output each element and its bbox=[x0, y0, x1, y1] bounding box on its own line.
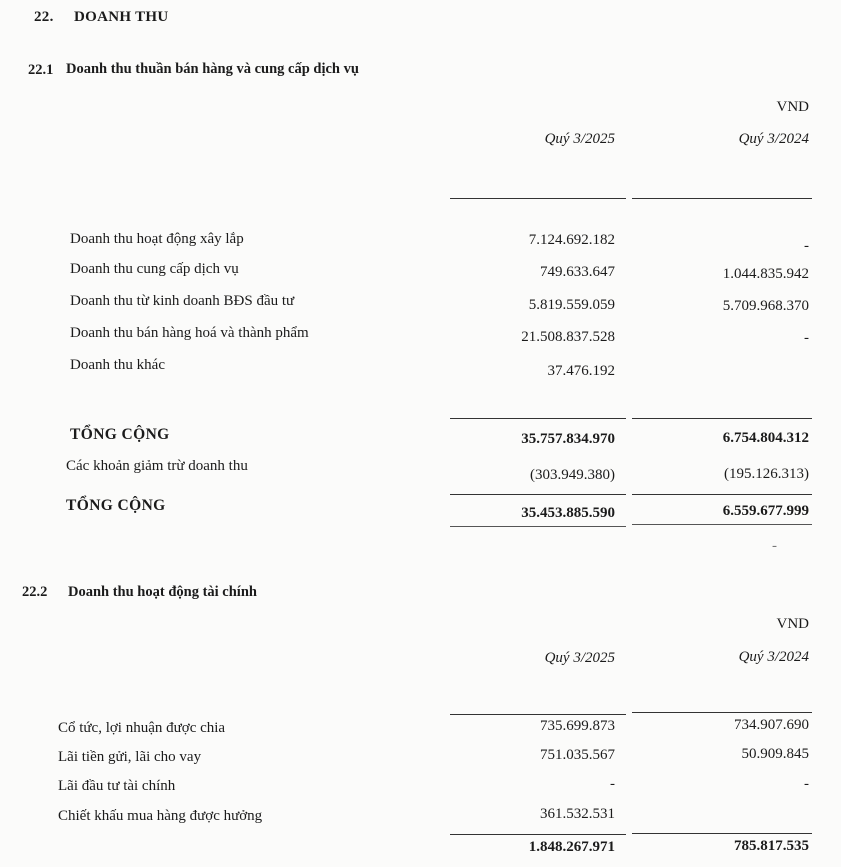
s1-row-value-2025: 7.124.692.182 bbox=[528, 232, 615, 248]
s2-row-value-2025: - bbox=[610, 776, 615, 792]
s1-row-value-2024: - bbox=[804, 330, 809, 346]
s2-col-header-2024: Quý 3/2024 bbox=[738, 649, 809, 665]
s2-row-label: Lãi đầu tư tài chính bbox=[58, 778, 176, 794]
subsection-2-number: 22.2 bbox=[22, 584, 48, 600]
s2-row-label: Lãi tiền gửi, lãi cho vay bbox=[58, 749, 202, 765]
s2-header-rule-1 bbox=[450, 714, 626, 715]
s2-row-value-2024: 50.909.845 bbox=[741, 746, 809, 762]
s1-row-value-2025: 749.633.647 bbox=[540, 264, 615, 280]
s1-total-rule-2 bbox=[632, 418, 812, 419]
s1-final-total-value-2024: 6.559.677.999 bbox=[722, 503, 809, 519]
s1-col-header-2025: Quý 3/2025 bbox=[544, 131, 615, 147]
s1-row-value-2025: 5.819.559.059 bbox=[528, 297, 615, 313]
s2-total-rule-2 bbox=[632, 833, 812, 834]
s1-unit: VND bbox=[776, 99, 809, 115]
s1-row-label: Doanh thu bán hàng hoá và thành phẩm bbox=[70, 325, 309, 341]
s2-row-label: Cổ tức, lợi nhuận được chia bbox=[58, 720, 226, 736]
s1-row-value-2024: 5.709.968.370 bbox=[722, 298, 809, 314]
s1-double-rule-2 bbox=[632, 524, 812, 525]
s1-final-rule-1 bbox=[450, 494, 626, 495]
s1-row-label: Doanh thu cung cấp dịch vụ bbox=[70, 261, 239, 277]
s2-unit: VND bbox=[776, 616, 809, 632]
s1-final-total-label: TỔNG CỘNG bbox=[66, 497, 166, 514]
s1-row-label: Doanh thu hoạt động xây lắp bbox=[70, 231, 244, 247]
s2-total-value-2025: 1.848.267.971 bbox=[528, 839, 615, 855]
subsection-1-title: Doanh thu thuần bán hàng và cung cấp dịch vụ bbox=[66, 61, 359, 77]
s1-final-rule-2 bbox=[632, 494, 812, 495]
s1-deduction-value-2025: (303.949.380) bbox=[530, 467, 615, 483]
s2-row-value-2025: 735.699.873 bbox=[540, 718, 615, 734]
s2-row-value-2024: - bbox=[804, 776, 809, 792]
s2-row-value-2025: 361.532.531 bbox=[540, 806, 615, 822]
s1-row-value-2025: 21.508.837.528 bbox=[521, 329, 615, 345]
s1-header-rule-2 bbox=[632, 198, 812, 199]
s2-row-value-2025: 751.035.567 bbox=[540, 747, 615, 763]
section-number: 22. bbox=[34, 9, 54, 25]
s1-total-value-2024: 6.754.804.312 bbox=[722, 430, 809, 446]
s1-deduction-value-2024: (195.126.313) bbox=[724, 466, 809, 482]
stray-dash: - bbox=[772, 538, 777, 554]
s1-final-total-value-2025: 35.453.885.590 bbox=[521, 505, 615, 521]
s2-col-header-2025: Quý 3/2025 bbox=[544, 650, 615, 666]
s1-total-value-2025: 35.757.834.970 bbox=[521, 431, 615, 447]
s1-row-label: Doanh thu từ kinh doanh BĐS đầu tư bbox=[70, 293, 295, 309]
s1-row-value-2024: - bbox=[804, 238, 809, 254]
s1-row-value-2024: 1.044.835.942 bbox=[722, 266, 809, 282]
s2-row-value-2024: 734.907.690 bbox=[734, 717, 809, 733]
s1-row-label: Doanh thu khác bbox=[70, 357, 165, 373]
subsection-2-title: Doanh thu hoạt động tài chính bbox=[68, 584, 257, 600]
s2-header-rule-2 bbox=[632, 712, 812, 713]
s1-row-value-2025: 37.476.192 bbox=[547, 363, 615, 379]
s1-deduction-label: Các khoản giảm trừ doanh thu bbox=[66, 458, 248, 474]
s2-total-rule-1 bbox=[450, 834, 626, 835]
s1-header-rule-1 bbox=[450, 198, 626, 199]
s2-total-value-2024: 785.817.535 bbox=[734, 838, 809, 854]
s1-double-rule-1 bbox=[450, 526, 626, 527]
subsection-1-number: 22.1 bbox=[28, 62, 54, 78]
section-title: DOANH THU bbox=[74, 9, 169, 25]
s1-total-label: TỔNG CỘNG bbox=[70, 426, 170, 443]
s1-total-rule-1 bbox=[450, 418, 626, 419]
s1-col-header-2024: Quý 3/2024 bbox=[738, 131, 809, 147]
s2-row-label: Chiết khấu mua hàng được hưởng bbox=[58, 808, 263, 824]
